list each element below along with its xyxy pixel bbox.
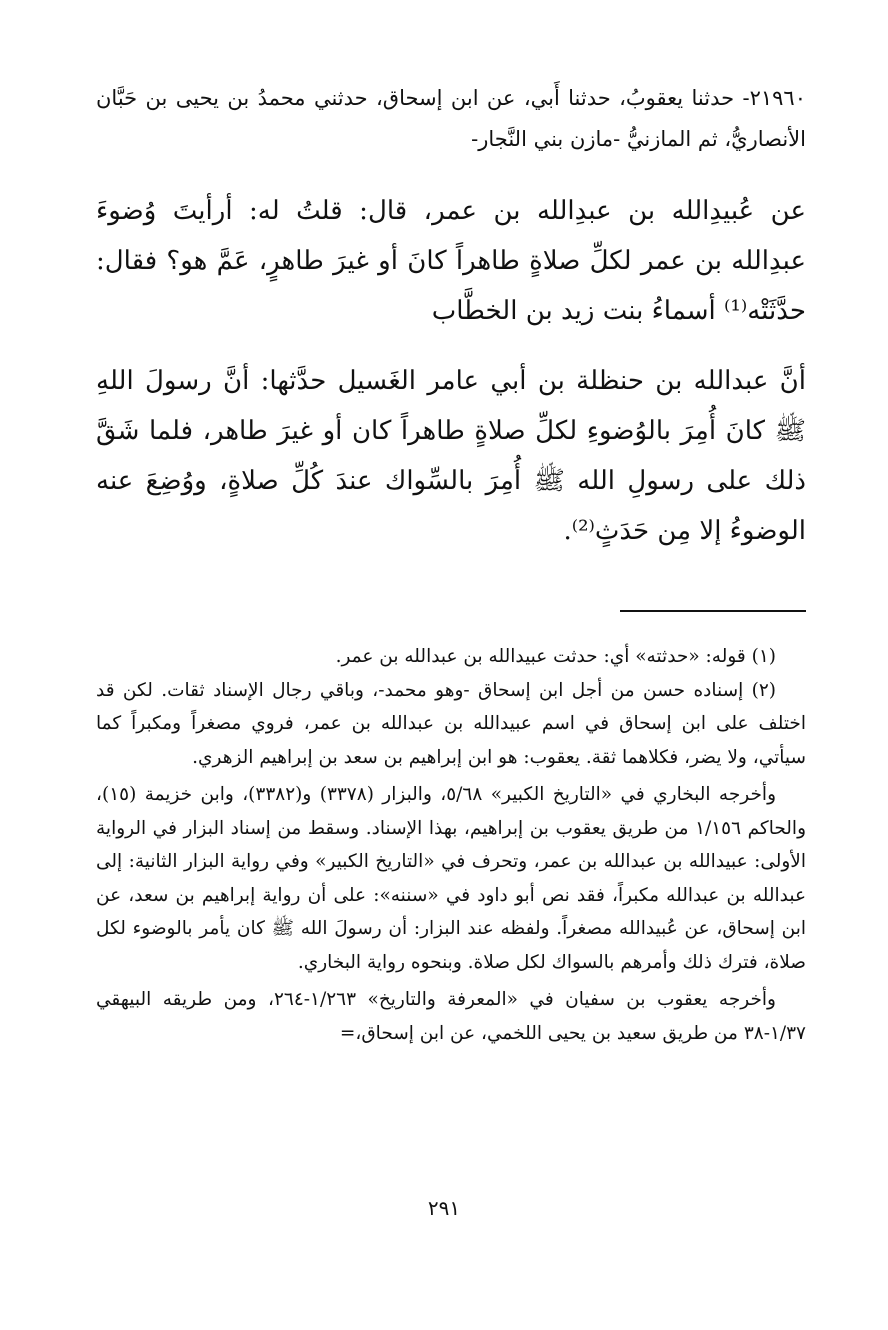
footnote-2: (٢) إسناده حسن من أجل ابن إسحاق -وهو محمد-، وباقي رجال الإسناد ثقات. لكن قد اختلف على ابن إسحاق في اسم عبيدالله بن عبدالله بن عمر، فروي مصغراً ومكبراً كما سيأتي، ولا يضر، فكلاهما ثقة. يعقوب: هو ابن إبراهيم بن سعد بن إبراهيم الزهري.: [96, 679, 806, 768]
footnote-1: (١) قوله: «حدثته» أي: حدثت عبيدالله بن عبدالله بن عمر.: [335, 646, 776, 667]
footnote-2-continuation: وأخرجه يعقوب بن سفيان في «المعرفة والتاريخ» ١/٢٦٣-٢٦٤، ومن طريقه البيهقي ١/٣٧-٣٨ من طريق سعيد بن يحيى اللخمي، عن ابن إسحاق،=: [96, 989, 806, 1044]
footnote-2-continuation: وأخرجه البخاري في «التاريخ الكبير» ٥/٦٨، والبزار (٣٣٧٨) و(٣٣٨٢)، وابن خزيمة (١٥)، والحاكم ١/١٥٦ من طريق يعقوب بن إبراهيم، بهذا الإسناد. وسقط من إسناد البزار في الرواية الأولى: عبيدالله بن عبدالله بن عمر، وتحرف في «التاريخ الكبير» وفي رواية البزار الثانية: إلى عبدالله بن عبدالله مكبراً، فقد نص أبو داود في «سننه»: على أن رواية إبراهيم بن سعد، عن ابن إسحاق، عن عُبيدالله مصغراً. ولفظه عند البزار: أن رسولَ الله ﷺ كان يأمر بالوضوء لكل صلاة، فترك ذلك وأمرهم بالسواك لكل صلاة. وبنحوه رواية البخاري.: [96, 784, 807, 973]
hadith-matn-paragraph: عن عُبيدِالله بن عبدِالله بن عمر، قال: قلتُ له: أرأيتَ وُضوءَ عبدِالله بن عمر لكلِّ صلاةٍ طاهراً كانَ أو غيرَ طاهرٍ، عَمَّ هو؟ فقال: حدَّثَتْه⁽¹⁾ أسماءُ بنت زيد بن الخطَّاب: [96, 196, 806, 326]
page-number: ٢٩١: [427, 1196, 461, 1220]
hadith-matn-paragraph: أنَّ عبدالله بن حنظلة بن أبي عامر الغَسيل حدَّثها: أنَّ رسولَ اللهِ ﷺ كانَ أُمِرَ بالوُضوءِ لكلِّ صلاةٍ طاهراً كان أو غيرَ طاهر، فلما شَقَّ ذلك على رسولِ الله ﷺ أُمِرَ بالسِّواك عندَ كُلِّ صلاةٍ، ووُضِعَ عنه الوضوءُ إلا مِن حَدَثٍ⁽²⁾.: [96, 366, 806, 546]
book-page: [96, 78, 806, 1050]
hadith-isnad: ٢١٩٦٠- حدثنا يعقوبُ، حدثنا أَبي، عن ابن إسحاق، حدثني محمدُ بن يحيى بن حَبَّان الأنصاريُّ، ثم المازنيُّ -مازن بني النَّجار-: [96, 86, 806, 151]
